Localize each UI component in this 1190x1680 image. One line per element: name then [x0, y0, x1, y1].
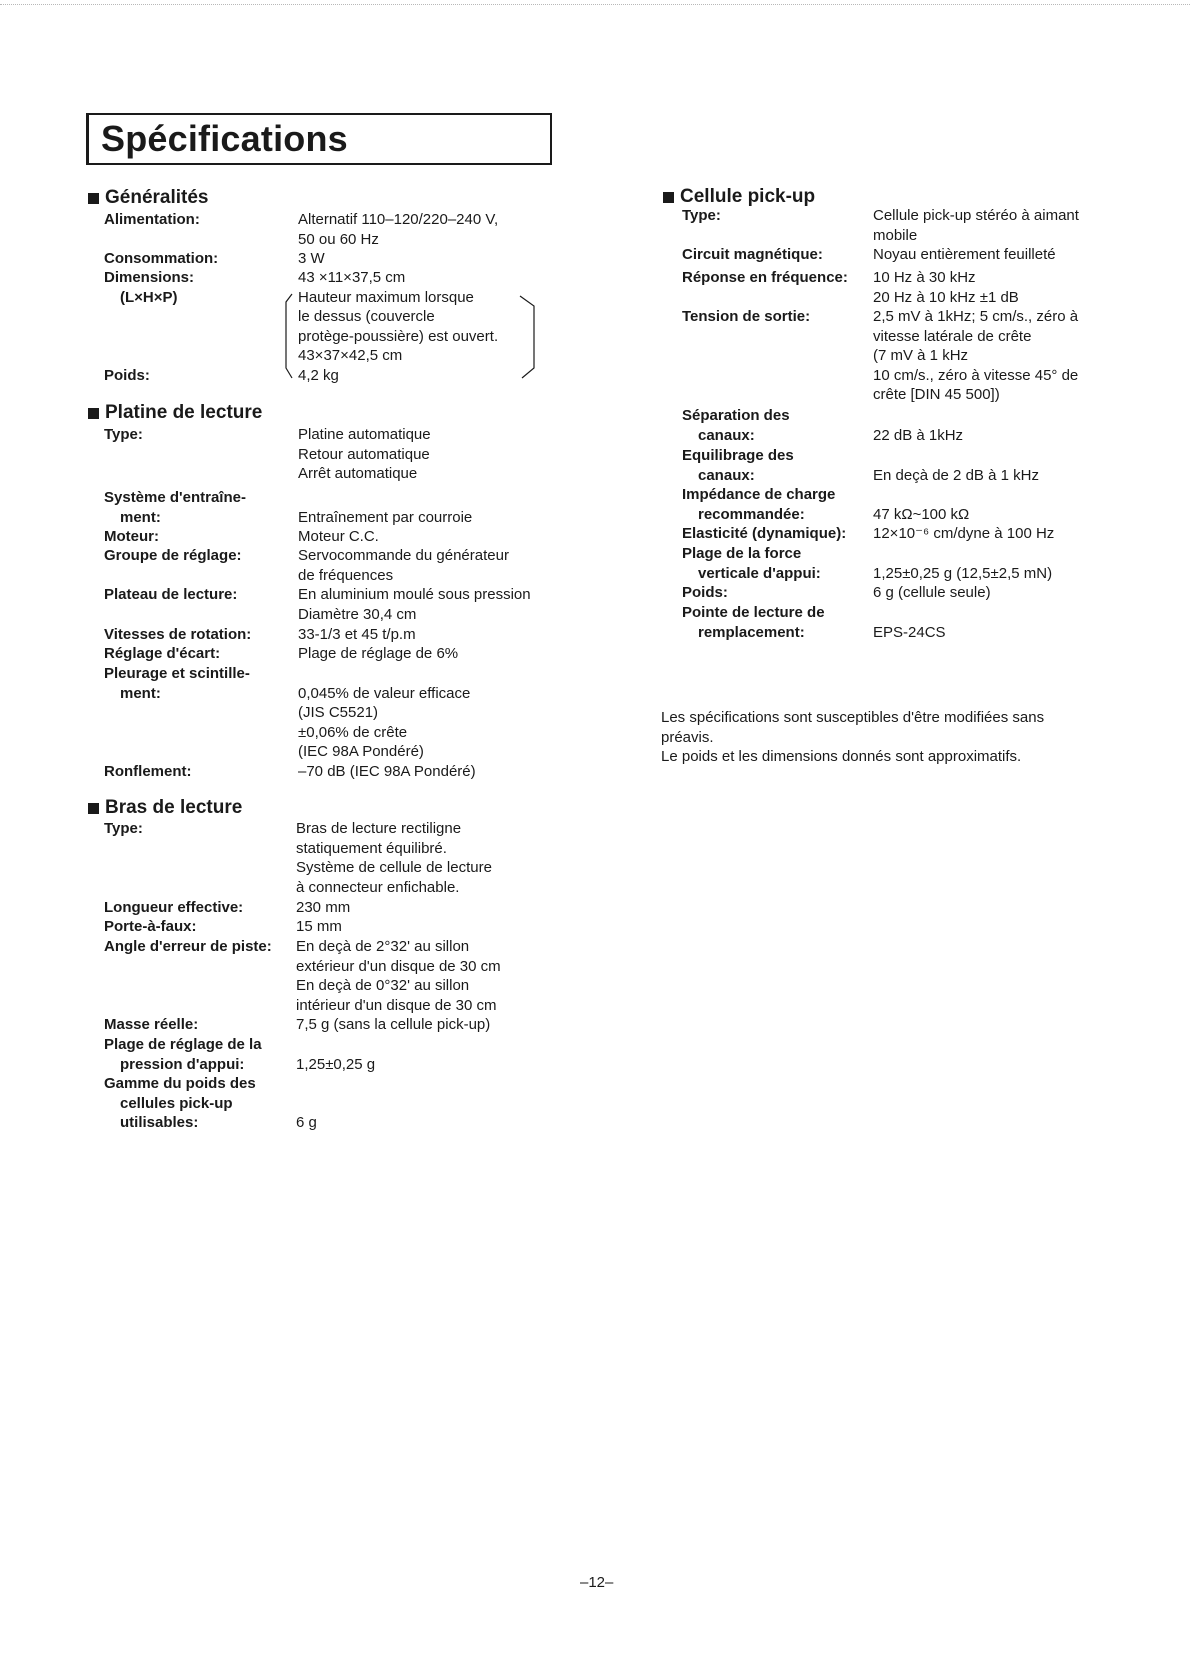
- footnote: [661, 708, 1044, 767]
- spec-label: Poids:: [682, 584, 728, 601]
- spec-label-cont: recommandée:: [698, 505, 805, 523]
- section-heading-generalites: [88, 187, 209, 209]
- spec-label: Type:: [104, 820, 143, 837]
- spec-value: 43 ×11×37,5 cm: [298, 269, 406, 286]
- page-number: –12–: [580, 1574, 614, 1591]
- spec-label: Pointe de lecture de: [682, 604, 825, 621]
- spec-value: Noyau entièrement feuilleté: [873, 246, 1056, 263]
- spec-value: Bras de lecture rectiligne: [296, 820, 462, 837]
- spec-value: 47 kΩ~100 kΩ: [873, 505, 970, 523]
- spec-value: protège-poussière) est ouvert.: [298, 327, 499, 345]
- spec-label: Pleurage et scintille-: [104, 665, 250, 682]
- footnote-line: préavis.: [661, 728, 714, 746]
- spec-label: Alimentation:: [104, 211, 200, 228]
- spec-label: Longueur effective:: [104, 899, 244, 916]
- spec-label-cont: canaux:: [698, 466, 755, 484]
- spec-label: Type:: [682, 207, 721, 224]
- spec-value: –70 dB (IEC 98A Pondéré): [298, 763, 476, 780]
- spec-value: En deçà de 0°32' au sillon: [296, 977, 470, 994]
- footnote-line: Les spécifications sont susceptibles d'être modifiées sans: [661, 709, 1045, 726]
- section-heading-text: Platine de lecture: [105, 402, 263, 423]
- spec-label-cont: utilisables:: [120, 1114, 199, 1131]
- spec-label: Poids:: [104, 367, 150, 384]
- spec-value: à connecteur enfichable.: [296, 878, 460, 896]
- spec-label: Plateau de lecture:: [104, 586, 238, 603]
- square-bullet-icon: [88, 803, 99, 814]
- square-bullet-icon: [88, 408, 99, 419]
- spec-value: intérieur d'un disque de 30 cm: [296, 996, 497, 1014]
- spec-value: En deçà de 2 dB à 1 kHz: [873, 466, 1039, 484]
- spec-label-cont: (L×H×P): [120, 288, 178, 306]
- spec-value: 12×10⁻⁶ cm/dyne à 100 Hz: [873, 525, 1055, 542]
- spec-value: Hauteur maximum lorsque: [298, 288, 474, 306]
- spec-label: Angle d'erreur de piste:: [104, 938, 272, 955]
- spec-label: Réglage d'écart:: [104, 645, 221, 662]
- spec-value: 4,2 kg: [298, 367, 339, 384]
- spec-label: Ronflement:: [104, 763, 192, 780]
- spec-value: Arrêt automatique: [298, 465, 418, 482]
- spec-value: Retour automatique: [298, 445, 430, 463]
- spec-value: statiquement équilibré.: [296, 839, 447, 857]
- spec-label: Vitesses de rotation:: [104, 626, 252, 643]
- spec-value: Cellule pick-up stéréo à aimant: [873, 207, 1079, 224]
- title-box: [86, 113, 552, 165]
- spec-label-cont: ment:: [120, 508, 161, 526]
- spec-value: Moteur C.C.: [298, 528, 379, 545]
- spec-label: Système d'entraîne-: [104, 489, 246, 506]
- spec-value: EPS-24CS: [873, 623, 946, 641]
- spec-label-cont: pression d'appui:: [120, 1055, 245, 1073]
- section-heading-text: Bras de lecture: [105, 797, 243, 818]
- spec-value: 43×37×42,5 cm: [298, 347, 403, 364]
- spec-value: 1,25±0,25 g (12,5±2,5 mN): [873, 564, 1053, 582]
- page-title: Spécifications: [101, 118, 348, 159]
- spec-label: Type:: [104, 426, 143, 443]
- spec-value: 6 g: [296, 1114, 317, 1131]
- spec-value: (7 mV à 1 kHz: [873, 347, 969, 364]
- spec-value: Système de cellule de lecture: [296, 859, 492, 876]
- spec-value: extérieur d'un disque de 30 cm: [296, 957, 501, 975]
- spec-label: Moteur:: [104, 528, 159, 545]
- spec-value: 0,045% de valeur efficace: [298, 684, 471, 702]
- spec-value: (JIS C5521): [298, 704, 379, 721]
- spec-label: Impédance de charge: [682, 486, 836, 503]
- footnote-line: Le poids et les dimensions donnés sont approximatifs.: [661, 748, 1022, 765]
- spec-value: 230 mm: [296, 899, 351, 916]
- section-heading-platine: [88, 402, 262, 424]
- spec-label: Masse réelle:: [104, 1016, 199, 1033]
- spec-value: 50 ou 60 Hz: [298, 230, 379, 248]
- spec-value: ±0,06% de crête: [298, 723, 408, 741]
- spec-label: Circuit magnétique:: [682, 246, 823, 263]
- spec-label-cont: remplacement:: [698, 623, 805, 641]
- spec-value: 2,5 mV à 1kHz; 5 cm/s., zéro à: [873, 308, 1079, 325]
- spec-value: crête [DIN 45 500]): [873, 386, 1000, 403]
- spec-value: 6 g (cellule seule): [873, 584, 991, 601]
- spec-label: Plage de la force: [682, 545, 802, 562]
- section-heading-text: Cellule pick-up: [680, 186, 816, 207]
- spec-value: Plage de réglage de 6%: [298, 645, 459, 662]
- spec-value: le dessus (couvercle: [298, 308, 435, 325]
- spec-label: Consommation:: [104, 250, 219, 267]
- section-heading-cellule: [663, 186, 815, 208]
- spec-value: Servocommande du générateur: [298, 547, 509, 564]
- square-bullet-icon: [88, 193, 99, 204]
- spec-label: Equilibrage des: [682, 447, 794, 464]
- spec-value: vitesse latérale de crête: [873, 327, 1032, 345]
- spec-value: 20 Hz à 10 kHz ±1 dB: [873, 288, 1019, 306]
- spec-value: Diamètre 30,4 cm: [298, 605, 417, 623]
- spec-label: Séparation des: [682, 407, 790, 424]
- spec-label: Gamme du poids des: [104, 1075, 256, 1092]
- spec-label: Réponse en fréquence:: [682, 269, 848, 286]
- square-bullet-icon: [663, 192, 674, 203]
- spec-label: Porte-à-faux:: [104, 918, 197, 935]
- spec-label: Plage de réglage de la: [104, 1036, 262, 1053]
- scan-edge-line: [0, 4, 1190, 6]
- spec-value: Entraînement par courroie: [298, 508, 473, 526]
- spec-value: 3 W: [298, 250, 325, 267]
- spec-value: 10 Hz à 30 kHz: [873, 269, 976, 286]
- spec-value: Alternatif 110–120/220–240 V,: [298, 211, 499, 228]
- spec-value: Platine automatique: [298, 426, 431, 443]
- spec-value: 22 dB à 1kHz: [873, 426, 964, 444]
- spec-label: Dimensions:: [104, 269, 195, 286]
- spec-label-cont: ment:: [120, 684, 161, 702]
- spec-value: 33-1/3 et 45 t/p.m: [298, 626, 416, 643]
- spec-value: mobile: [873, 226, 918, 244]
- spec-value: En deçà de 2°32' au sillon: [296, 938, 470, 955]
- spec-label: Groupe de réglage:: [104, 547, 242, 564]
- spec-label-cont: verticale d'appui:: [698, 564, 821, 582]
- spec-value: de fréquences: [298, 566, 394, 584]
- spec-value: 1,25±0,25 g: [296, 1055, 376, 1073]
- spec-label-cont: canaux:: [698, 426, 755, 444]
- spec-value: 15 mm: [296, 918, 342, 935]
- spec-label: Tension de sortie:: [682, 308, 811, 325]
- spec-value: En aluminium moulé sous pression: [298, 586, 531, 603]
- section-heading-bras: [88, 797, 242, 819]
- spec-label-cont: cellules pick-up: [120, 1094, 233, 1112]
- spec-value: 10 cm/s., zéro à vitesse 45° de: [873, 366, 1079, 384]
- spec-value: (IEC 98A Pondéré): [298, 743, 424, 760]
- spec-label: Elasticité (dynamique):: [682, 525, 847, 542]
- section-heading-text: Généralités: [105, 187, 209, 208]
- spec-value: 7,5 g (sans la cellule pick-up): [296, 1016, 491, 1033]
